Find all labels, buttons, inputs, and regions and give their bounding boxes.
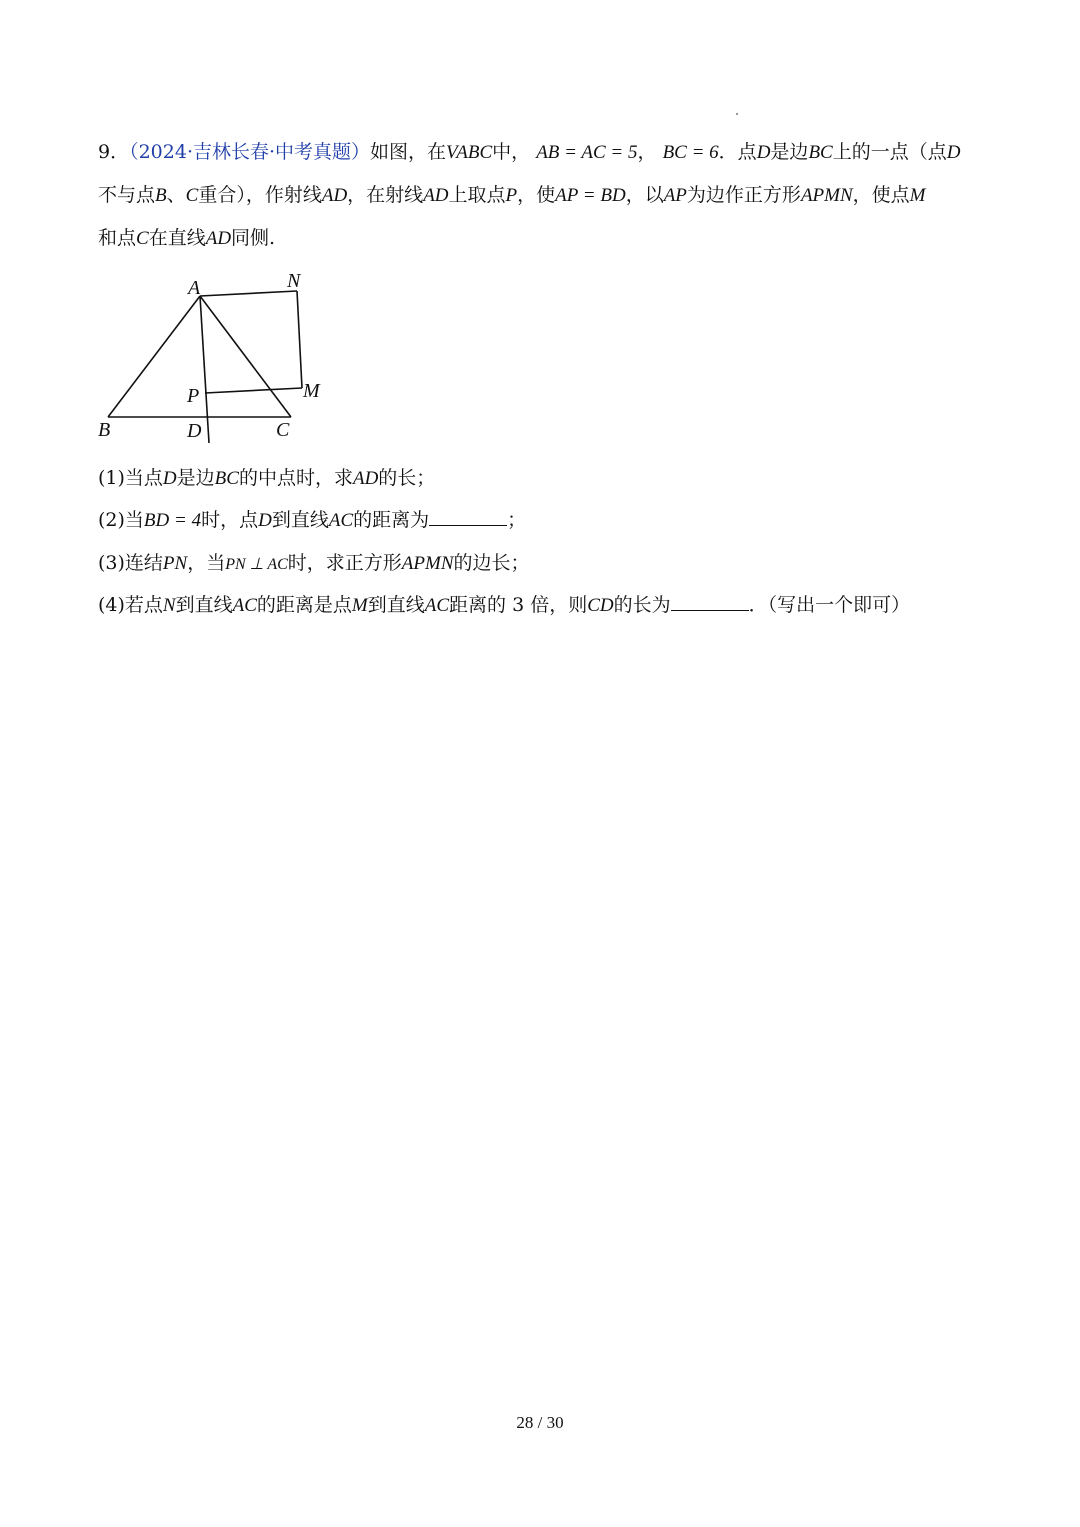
answer-blank[interactable]: [429, 509, 507, 526]
scan-speck: [736, 113, 738, 115]
text: 在直线: [148, 227, 206, 249]
label-a: A: [188, 277, 201, 299]
text: 同侧.: [231, 227, 276, 249]
var-d: D: [946, 142, 961, 163]
equation-ab-ac: AB = AC = 5: [536, 142, 638, 163]
text: 、: [166, 184, 186, 206]
var-bc: BC: [214, 468, 239, 489]
problem-line-2: [98, 183, 926, 208]
var-n: N: [162, 595, 176, 616]
label-n: N: [287, 270, 301, 292]
answer-blank[interactable]: [671, 594, 749, 611]
var-ad: AD: [321, 185, 348, 206]
var-apmn: APMN: [401, 553, 454, 574]
text: ，使点: [852, 184, 910, 206]
text: 的中点时，求: [238, 467, 353, 489]
var-ad: AD: [205, 228, 232, 249]
triangle-abc: VABC: [446, 142, 493, 163]
equation-ap-bd: AP = BD: [555, 185, 626, 206]
segment-mp: [205, 388, 302, 393]
equation-bd: BD = 4: [143, 510, 202, 531]
text: 上取点: [448, 184, 506, 206]
label-c: C: [276, 419, 290, 441]
text: 是边: [176, 467, 215, 489]
var-d: D: [756, 142, 771, 163]
var-cd: CD: [587, 595, 614, 616]
text: 中，: [492, 141, 531, 163]
text: 是边: [770, 141, 809, 163]
label-p: P: [187, 385, 200, 407]
var-b: B: [155, 185, 167, 206]
text: 时，求正方形: [287, 552, 402, 574]
text: 到直线: [367, 594, 425, 616]
var-d: D: [162, 468, 177, 489]
text: 的长为: [613, 594, 671, 616]
label-m: M: [303, 380, 320, 402]
text: 的长；: [378, 467, 436, 489]
var-ad: AD: [423, 185, 449, 206]
var-apmn: APMN: [800, 185, 853, 206]
var-bc: BC: [808, 142, 833, 163]
text: (4)若点: [98, 594, 163, 616]
text: 到直线: [175, 594, 233, 616]
text: ，当: [187, 552, 226, 574]
var-ac: AC: [232, 595, 257, 616]
text: (1)当点: [98, 467, 163, 489]
var-d: D: [258, 510, 272, 531]
var-c: C: [185, 185, 199, 206]
question-3: [98, 551, 530, 577]
text: 的距离是点: [256, 594, 352, 616]
text: ．点: [718, 141, 757, 163]
text: ．（写出一个即可）: [748, 594, 911, 616]
text: 和点: [98, 227, 137, 249]
text: 如图，在: [370, 141, 447, 163]
problem-number: 9．: [98, 141, 130, 163]
text: 的距离为: [353, 509, 430, 531]
perpendicular-expression: PN ⊥ AC: [225, 556, 288, 573]
label-b: B: [98, 419, 111, 441]
question-2: [98, 508, 526, 533]
problem-line-3: [98, 226, 275, 251]
text: 上的一点（点: [832, 141, 947, 163]
segment-an: [200, 291, 297, 296]
var-ac: AC: [424, 595, 450, 616]
text: 到直线: [271, 509, 329, 531]
text: 不与点: [98, 184, 156, 206]
text: ，在射线: [347, 184, 424, 206]
var-c: C: [136, 228, 149, 249]
var-m: M: [909, 185, 926, 206]
text: ，以: [625, 184, 664, 206]
text: (3)连结: [98, 552, 163, 574]
text: 时，点: [201, 509, 259, 531]
segment-nm: [297, 291, 302, 388]
question-4: [98, 593, 910, 618]
var-ac: AC: [328, 510, 354, 531]
text: (2)当: [98, 509, 144, 531]
var-pn: PN: [162, 553, 188, 574]
question-1: [98, 466, 435, 491]
text: 的边长；: [453, 552, 530, 574]
geometry-figure: [95, 268, 335, 448]
equation-bc: BC = 6: [662, 142, 719, 163]
text: ，: [637, 141, 657, 163]
var-ad: AD: [352, 468, 379, 489]
label-d: D: [187, 420, 202, 442]
segment-ac: [200, 296, 291, 417]
text: 距离的 3 倍，则: [449, 594, 588, 616]
text: 为边作正方形: [686, 184, 801, 206]
var-m: M: [351, 595, 368, 616]
problem-source: （2024·吉林长春·中考真题）: [129, 141, 371, 163]
page-number: 28 / 30: [516, 1413, 564, 1432]
var-ap: AP: [663, 185, 687, 206]
text: 重合），作射线: [198, 184, 322, 206]
problem-line-1: [98, 140, 960, 165]
text: ；: [507, 509, 527, 531]
text: ，使: [517, 184, 556, 206]
var-p: P: [505, 185, 518, 206]
